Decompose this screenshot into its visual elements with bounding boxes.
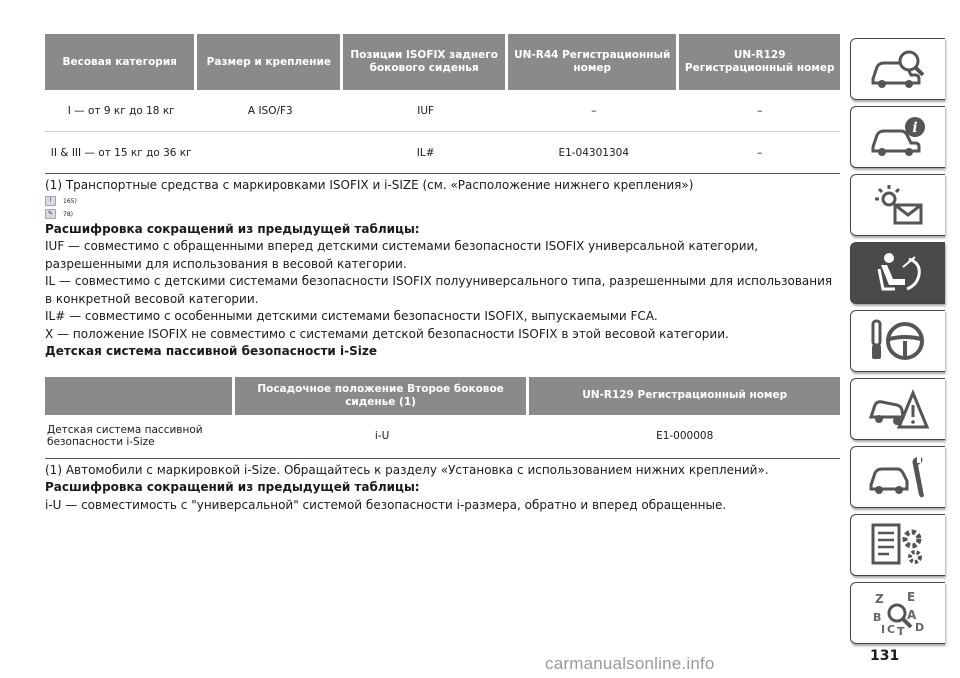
page-content [45,34,840,514]
table-row [45,415,840,459]
abbreviation-il-hash: IL# — совместимо с особенными детскими системами безопасности ISOFIX, выпускаемыми FCA. [45,309,658,323]
cell-weight: II & III — от 15 кг до 36 кг [45,132,197,174]
abbreviations-heading-2: Расшифровка сокращений из предыдущей таблицы: [45,480,420,494]
car-info-icon [867,113,929,161]
header-seating-position: Посадочное положение Второе боковое сиденье (1) [235,377,530,415]
tab-maintenance[interactable] [850,446,945,508]
spec-sheet-gear-icon [867,521,929,569]
key-steering-wheel-icon [867,317,929,365]
watermark: carmanualsonline.info [545,654,715,673]
cell-system: Детская система пассивной безопасности i-Size [45,415,235,459]
cell-position: i-U [235,415,530,459]
section-title-i-size: Детская система пассивной безопасности i-Size [45,344,377,358]
cell-size [197,132,343,174]
cell-r129: – [679,90,840,132]
cell-size: A ISO/F3 [197,90,343,132]
footnote-isofix: (1) Транспортные средства с маркировками ISOFIX и i-SIZE (см. «Расположение нижнего крепления») [45,178,694,192]
table-row [45,132,840,174]
header-weight-category: Весовая категория [45,34,197,90]
warning-light-message-icon [867,181,929,229]
index-letter: Z [875,592,884,606]
index-letter: I [881,623,886,636]
index-letter: A [907,608,917,622]
tab-technical-data[interactable] [850,514,945,576]
abbreviation-i-u: i-U — совместимость с "универсальной" системой безопасности i-размера, обратно и вперед обращенные. [45,497,727,512]
abbreviation-il: IL — совместимо с детскими системами безопасности ISOFIX полууниверсального типа, разрешенными для использования в конкретной весовой категории. [45,274,833,306]
header-un-r129: UN-R129 Регистрационный номер [679,34,840,90]
reference-78[interactable] [45,208,840,221]
abbreviation-iuf: IUF — совместимо с обращенными вперед детскими системами безопасности ISOFIX универсальной категории, разрешенными для использования в весовой категории. [45,239,759,271]
header-isofix-positions: Позиции ISOFIX заднего бокового сиденья [343,34,508,90]
tab-vehicle-overview[interactable] [850,38,945,100]
header-un-r129: UN-R129 Регистрационный номер [529,377,840,415]
cell-r44: – [508,90,679,132]
abbreviation-x: X — положение ISOFIX не совместимо с системами детской безопасности ISOFIX в этой весовой категории. [45,326,729,341]
alphabet-index-icon [867,589,929,637]
tab-index[interactable] [850,582,945,644]
car-crash-warning-icon [867,385,929,433]
svg-text:i: i [912,120,918,136]
tab-starting-driving[interactable] [850,310,945,372]
cell-weight: I — от 9 кг до 18 кг [45,90,197,132]
cell-r129: – [679,132,840,174]
caution-icon: ✎ [45,209,56,219]
index-letter: D [915,621,925,634]
tab-warning-lights[interactable] [850,174,945,236]
cell-position: IL# [343,132,508,174]
car-wrench-icon [867,453,929,501]
car-search-icon [867,45,929,93]
i-size-table [45,377,840,459]
warning-icon: ! [45,196,56,206]
header-un-r44: UN-R44 Регистрационный номер [508,34,679,90]
airbag-seat-icon [867,249,929,297]
header-size-mount: Размер и крепление [197,34,343,90]
tab-getting-to-know[interactable] [850,106,945,168]
chapter-tabs [850,38,946,650]
table-header-row [45,34,840,90]
cell-r129: E1-000008 [529,415,840,459]
index-letter: E [907,590,916,604]
reference-label: 78) [63,210,73,218]
isofix-table [45,34,840,174]
table-row [45,90,840,132]
abbreviations-heading: Расшифровка сокращений из предыдущей таблицы: [45,221,420,236]
header-empty [45,377,235,415]
tab-emergency[interactable] [850,378,945,440]
footnote-i-size: (1) Автомобили с маркировкой i-Size. Обращайтесь к разделу «Установка с использованием нижних креплений». [45,462,769,477]
table-header-row [45,377,840,415]
page-number: 131 [870,648,900,664]
reference-label: 165) [63,197,77,205]
reference-165[interactable] [45,195,840,208]
index-letter: T [897,625,905,637]
cell-r44: E1-04301304 [508,132,679,174]
index-letter: C [887,623,896,636]
tab-safety[interactable] [850,242,945,304]
cell-position: IUF [343,90,508,132]
index-letter: B [873,611,882,624]
